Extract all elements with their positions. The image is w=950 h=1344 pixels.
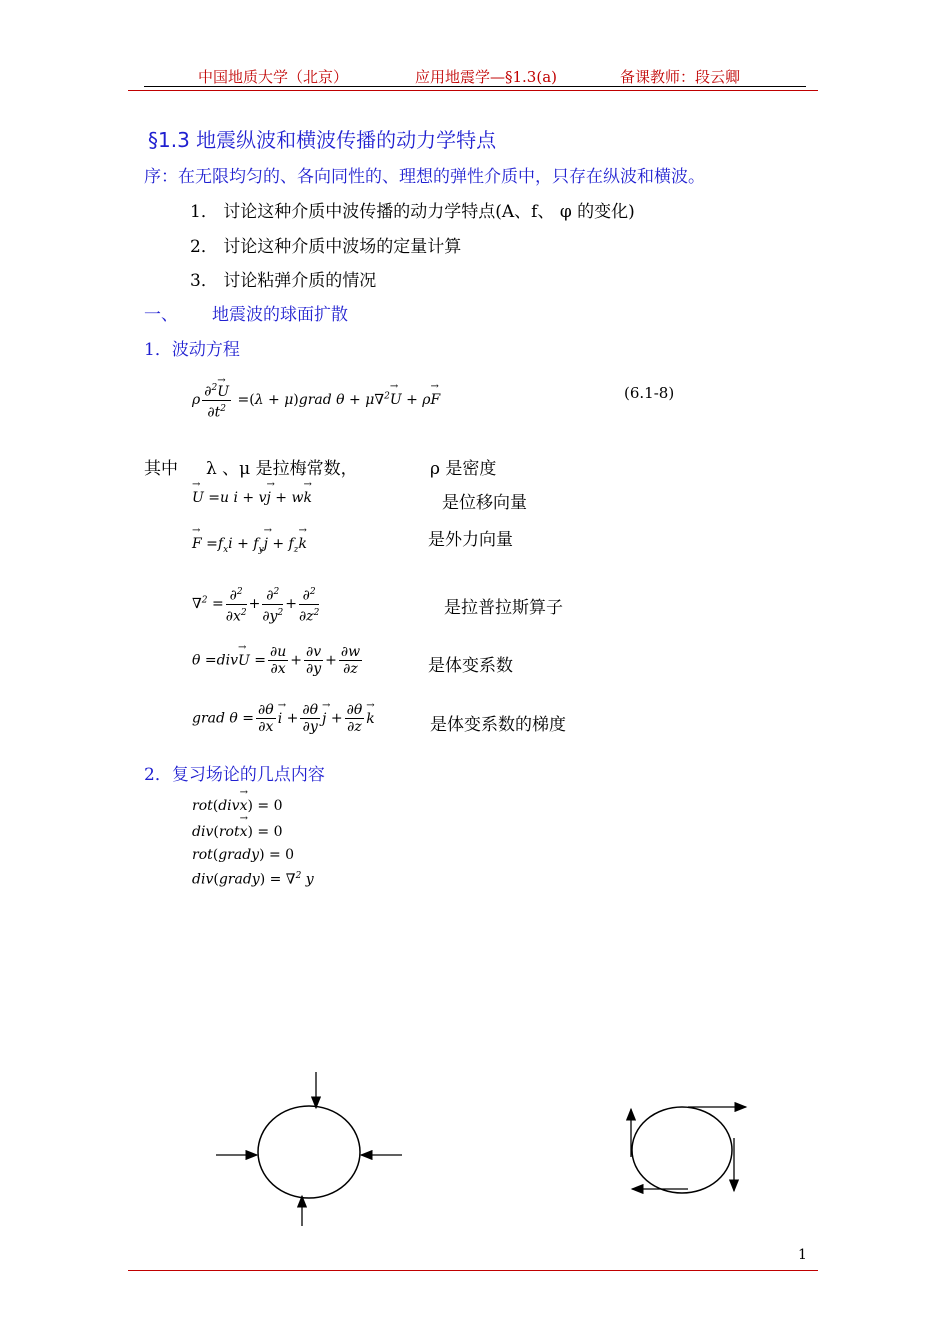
preface: 序：在无限均匀的、各向同性的、理想的弹性介质中，只存在纵波和横波。	[144, 167, 705, 187]
def-displacement: → U =u i + v→ j + w→ k	[192, 490, 312, 506]
identity-4: div(grady) = ∇$^2$ y	[192, 871, 314, 888]
circle-left	[258, 1106, 360, 1198]
identity-1: rot(div→ x) = 0	[192, 798, 282, 814]
def-gradient: grad θ = $\frac{\partial\theta}{\partial x}$ → i + $\frac{\partial\theta}{\partial y}$ → j + $\frac{\partial\theta}{\partial z}$ → k	[192, 702, 375, 735]
list-item-3: 3． 讨论粘弹介质的情况	[190, 271, 377, 291]
def-force: → $F =f_xi + f_y\to j + f_z\to k$	[192, 536, 307, 555]
page-number: 1	[798, 1247, 807, 1263]
subsection-2: 2．复习场论的几点内容	[144, 765, 325, 785]
def-divergence: θ =div→ U = $\frac{\partial u}{\partial x}$ + $\frac{\partial v}{\partial y}$ + $\frac{\partial w}{\partial z}$	[192, 644, 364, 677]
list-item-1: 1． 讨论这种介质中波传播的动力学特点(A、f、 φ 的变化)	[190, 202, 635, 222]
where-lame: λ 、μ 是拉梅常数，	[206, 459, 358, 479]
def-divergence-label: 是体变系数	[428, 656, 513, 676]
where-lead: 其中	[144, 459, 178, 479]
def-force-label: 是外力向量	[428, 530, 513, 550]
def-laplacian-label: 是拉普拉斯算子	[444, 598, 563, 618]
where-rho: ρ 是密度	[430, 459, 497, 479]
header-course: 应用地震学—§1.3(a)	[415, 68, 558, 86]
def-laplacian: ∇$^2$ = $\frac{\partial^2}{\partial x^2}$ + $\frac{\partial^2}{\partial y^2}$ + $\frac{\partial^2}{\partial z^2}$	[192, 584, 321, 624]
identity-2: div(rot→ x) = 0	[192, 824, 282, 840]
header-university: 中国地质大学（北京）	[198, 68, 349, 86]
section1-title: 地震波的球面扩散	[212, 305, 348, 325]
identity-3: rot(grady) = 0	[192, 847, 295, 863]
wave-equation: ρ $\frac{\partial^2\to U}{\partial t^2}$ =(λ + μ)grad θ + μ∇$^2$→ U + ρ→ F	[192, 380, 440, 420]
def-gradient-label: 是体变系数的梯度	[430, 715, 566, 735]
section1-number: 一、	[144, 305, 178, 325]
page-title: §1.3 地震纵波和横波传播的动力学特点	[148, 128, 497, 152]
footer-rule	[128, 1270, 818, 1271]
header-teacher: 备课教师：段云卿	[620, 68, 741, 86]
equation-number: (6.1-8)	[624, 384, 675, 402]
list-item-2: 2． 讨论这种介质中波场的定量计算	[190, 237, 462, 257]
subsection-1: 1．波动方程	[144, 340, 240, 360]
def-displacement-label: 是位移向量	[442, 493, 527, 513]
circle-right	[632, 1107, 732, 1193]
